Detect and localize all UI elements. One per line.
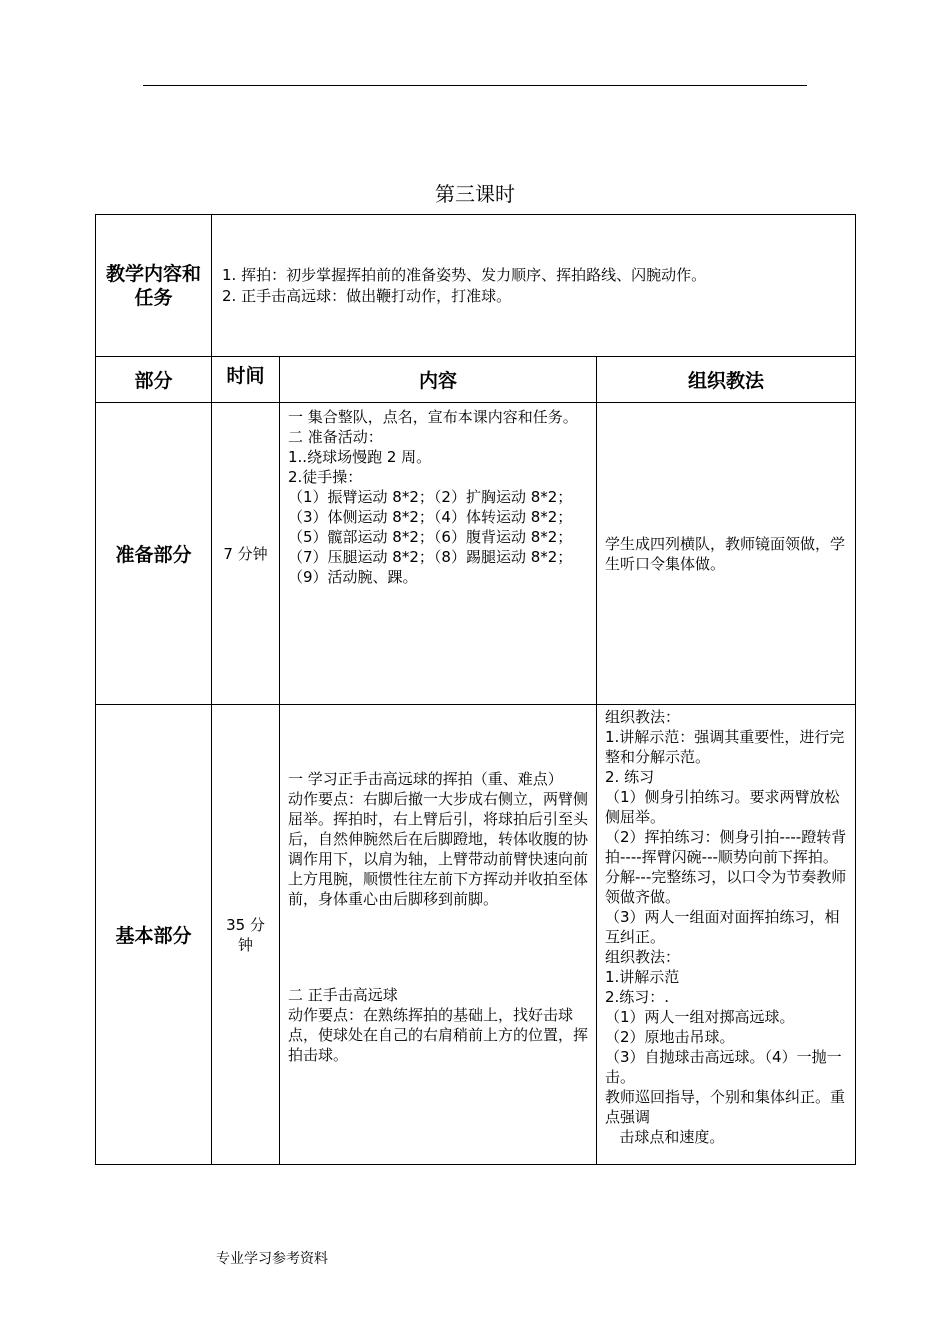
method-line: 击球点和速度。 (605, 1128, 725, 1146)
method-main (597, 705, 856, 1165)
method-line: 组织教法： (605, 948, 681, 966)
content-line: （7）压腿运动 8*2；（8）踢腿运动 8*2； (288, 548, 573, 566)
content-line: （9）活动腕、踝。 (288, 568, 418, 586)
method-line: 2. 练习 (605, 768, 655, 786)
method-warmup (597, 403, 856, 705)
content-line: 一 集合整队，点名，宣布本课内容和任务。 (288, 408, 578, 426)
method-line: 学生成四列横队，教师镜面领做，学生听口令集体做。 (605, 534, 846, 573)
method-line: 1.讲解示范 (605, 968, 680, 986)
content-main (280, 705, 597, 1165)
method-line: 1.讲解示范：强调其重要性，进行完整和分解示范。 (605, 728, 845, 766)
method-line: （1）侧身引拍练习。要求两臂放松侧屈举。 (605, 788, 840, 826)
header-time: 时间 (212, 357, 280, 403)
content-line: 2.徒手操： (288, 468, 363, 486)
content-line: 二 正手击高远球 (288, 986, 398, 1004)
content-line: 动作要点：在熟练挥拍的基础上，找好击球点，使球处在自己的右肩稍前上方的位置，挥拍击球。 (288, 1006, 589, 1064)
page-footer: 专业学习参考资料 (216, 1251, 328, 1267)
content-line: 二 准备活动： (288, 428, 383, 446)
method-line: （3）两人一组面对面挥拍练习，相互纠正。 (605, 908, 840, 946)
section-warmup: 准备部分 (96, 403, 212, 705)
time-main (212, 705, 280, 1165)
page-title: 第三课时 (435, 182, 515, 206)
method-line: 组织教法： (605, 708, 681, 726)
header-method: 组织教法 (597, 357, 856, 403)
method-line: 2.练习：. (605, 988, 670, 1006)
content-line: （5）髋部运动 8*2；（6）腹背运动 8*2； (288, 528, 573, 546)
time-main-text: 35 分钟 (226, 915, 265, 954)
task-line: 2. 正手击高远球：做出鞭打动作，打准球。 (222, 286, 512, 305)
content-warmup (280, 403, 597, 705)
header-section: 部分 (96, 357, 212, 403)
content-line: （1）振臂运动 8*2；（2）扩胸运动 8*2； (288, 488, 573, 506)
task-content (212, 215, 856, 357)
table-row-warmup (96, 403, 856, 705)
method-line: 教师巡回指导，个别和集体纠正。重点强调 (605, 1088, 846, 1126)
method-line: （2）原地击吊球。 (605, 1028, 735, 1046)
lesson-plan-table (95, 214, 856, 1165)
task-label: 教学内容和任务 (96, 215, 212, 357)
method-line: （1）两人一组对掷高远球。 (605, 1008, 795, 1026)
table-row-main (96, 705, 856, 1165)
task-line: 1. 挥拍：初步掌握挥拍前的准备姿势、发力顺序、挥拍路线、闪腕动作。 (222, 265, 707, 284)
header-content: 内容 (280, 357, 597, 403)
method-line: （3）自抛球击高远球。（4）一抛一击。 (605, 1048, 842, 1086)
method-line: 分解---完整练习，以口令为节奏教师领做齐做。 (605, 868, 847, 906)
header-rule (143, 85, 807, 86)
method-line: （2）挥拍练习：侧身引拍----蹬转背拍----挥臂闪碗---顺势向前下挥拍。 (605, 828, 847, 866)
task-row (96, 215, 856, 357)
time-warmup: 7 分钟 (212, 403, 280, 705)
content-line: 1..绕球场慢跑 2 周。 (288, 448, 432, 466)
content-line: 动作要点：右脚后撤一大步成右侧立，两臂侧屈举。挥拍时，右上臂后引，将球拍后引至头后，自然伸腕然后在后脚蹬地，转体收腹的协调作用下，以肩为轴，上臂带动前臂快速向前上方甩腕，顺惯性往左前下方挥动并收拍至体前，身体重心由后脚移到前脚。 (288, 790, 589, 908)
section-main: 基本部分 (96, 705, 212, 1165)
content-line: （3）体侧运动 8*2；（4）体转运动 8*2； (288, 508, 573, 526)
content-line: 一 学习正手击高远球的挥拍（重、难点） (288, 770, 563, 788)
header-row (96, 357, 856, 403)
